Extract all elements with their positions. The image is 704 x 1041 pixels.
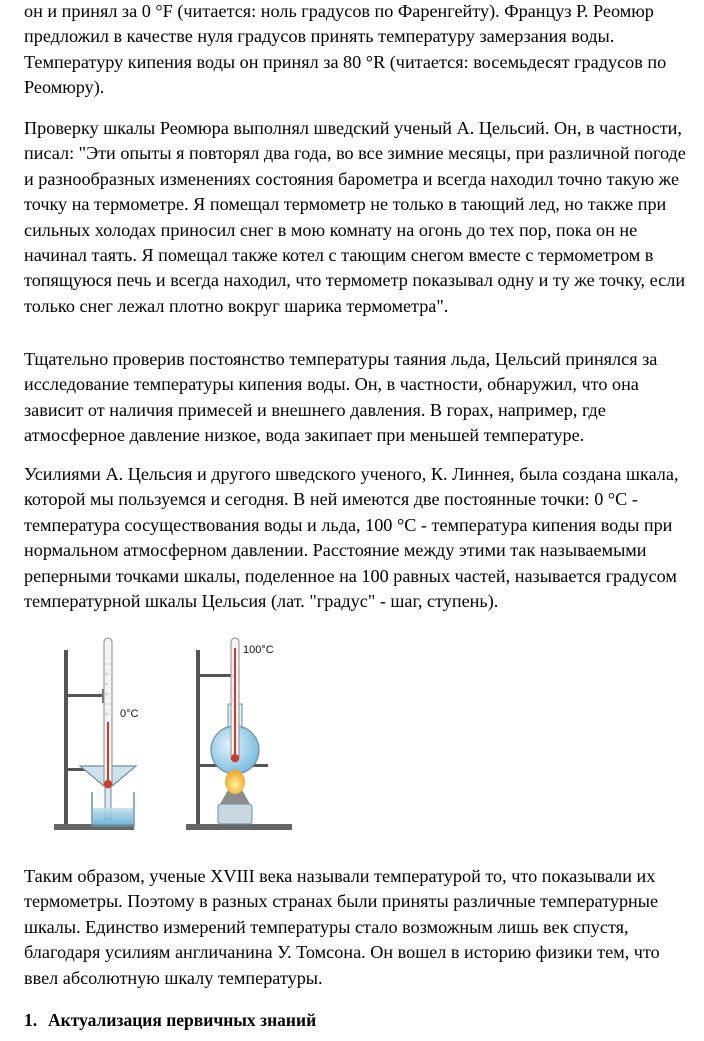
heading-number: 1. bbox=[24, 1010, 38, 1030]
section-heading bbox=[24, 1010, 316, 1031]
right-apparatus bbox=[186, 638, 292, 830]
hundred-celsius-label: 100°C bbox=[243, 644, 274, 656]
zero-celsius-label: 0°C bbox=[120, 708, 139, 720]
paragraph-2: Проверку шкалы Реомюра выполнял шведский ученый А. Цельсий. Он, в частности, писал: "Эти опыты я повторял два года, во все зимние месяцы, при различной погоде и разнообразных изменениях состояния барометра и всегда находил точно такую же точку на термометре. Я помещал термометр не только в тающий лед, но также при сильных холодах приносил снег в мою комнату на огонь до тех пор, пока он не начинал таять. Я помещал также котел с тающим снегом вместе с термометром в топящуюся печь и всегда находил, что термометр показывал одну и ту же точку, если только снег лежал плотно вокруг шарика термометра". bbox=[24, 118, 686, 316]
paragraph-4: Усилиями А. Цельсия и другого шведского ученого, К. Линнея, была создана шкала, которой мы пользуемся и сегодня. В ней имеются две постоянные точки: 0 °С - температура сосуществования воды и льда, 100 °С - температура кипения воды при нормальном атмосферном давлении. Расстояние между этими так называемыми реперными точками шкалы, поделенное на 100 равных частей, называется градусом температурной шкалы Цельсия (лат. "градус" - шаг, ступень). bbox=[24, 464, 679, 612]
heading-text: Актуализация первичных знаний bbox=[48, 1010, 317, 1030]
thermometer-illustration bbox=[50, 634, 296, 844]
paragraph-1: он и принял за 0 °F (читается: ноль градусов по Фаренгейту). Француз Р. Реомюр предложил в качестве нуля градусов принять температуру замерзания воды. Температуру кипения воды он принял за 80 °R (читается: восемьдесят градусов по Реомюру). bbox=[24, 1, 667, 98]
paragraph-3: Тщательно проверив постоянство температуры таяния льда, Цельсий принялся за исследование температуры кипения воды. Он, в частности, обнаружил, что она зависит от наличия примесей и внешнего давления. В горах, например, где атмосферное давление низкое, вода закипает при меньшей температуре. bbox=[24, 349, 658, 446]
left-apparatus bbox=[54, 638, 136, 830]
paragraph-5: Таким образом, ученые XVIII века называли температурой то, что показывали их термометры. Поэтому в разных странах были приняты различные температурные шкалы. Единство измерений температуры стало возможным лишь век спустя, благодаря усилиям англичанина У. Томсона. Он вошел в историю физики тем, что ввел абсолютную шкалу температуры. bbox=[24, 866, 660, 988]
